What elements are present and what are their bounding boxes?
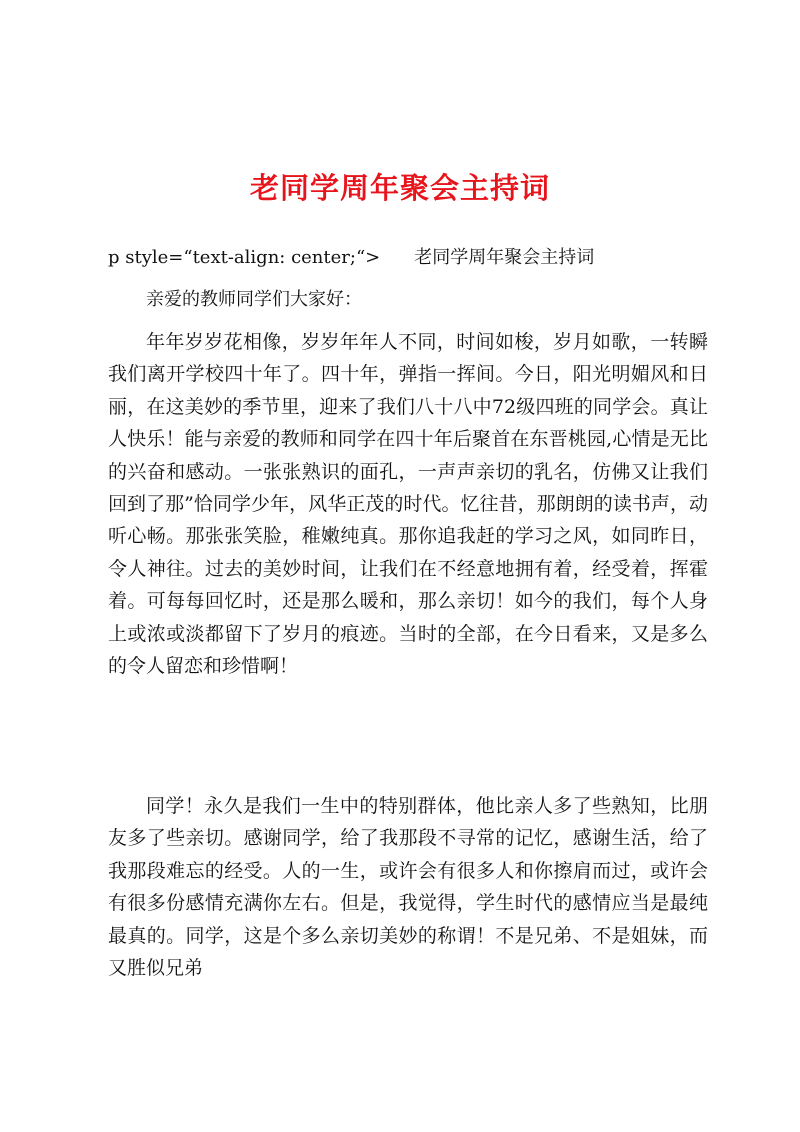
residue-heading: 老同学周年聚会主持词 xyxy=(414,247,595,268)
document-title: 老同学周年聚会主持词 xyxy=(249,171,550,205)
html-residue-text: p style=“text-align: center;“> xyxy=(108,247,381,268)
paragraph-2: 同学！永久是我们一生中的特别群体，他比亲人多了些熟知，比朋友多了些亲切。感谢同学，给了我那段不寻常的记忆，感谢生活，给了我那段难忘的经受。人的一生，或许会有很多人和你擦肩而过，或许会有很多份感情充满你左右。但是，我觉得，学生时代的感情应当是最纯最真的。同学，这是个多么亲切美妙的称谓！不是兄弟、不是姐妹，而又胜似兄弟 xyxy=(108,795,708,980)
greeting: 亲爱的教师同学们大家好： xyxy=(146,289,362,310)
html-residue-line xyxy=(108,244,594,272)
paragraph-1: 年年岁岁花相像，岁岁年年人不同，时间如梭，岁月如歌，一转瞬我们离开学校四十年了。四十年，弹指一挥间。今日，阳光明媚风和日丽，在这美妙的季节里，迎来了我们八十八中72级四班的同学会。真让人快乐！能与亲爱的教师和同学在四十年后聚首在东晋桃园,心情是无比的兴奋和感动。一张张熟识的面孔，一声声亲切的乳名，仿佛又让我们回到了那”恰同学少年，风华正茂的时代。忆往昔，那朗朗的读书声，动听心畅。那张张笑脸，稚嫩纯真。那你追我赶的学习之风，如同昨日，令人神往。过去的美妙时间，让我们在不经意地拥有着，经受着，挥霍着。可每每回忆时，还是那么暖和，那么亲切！如今的我们，每个人身上或浓或淡都留下了岁月的痕迹。当时的全部，在今日看来，又是多么的令人留恋和珍惜啊！ xyxy=(108,331,708,678)
